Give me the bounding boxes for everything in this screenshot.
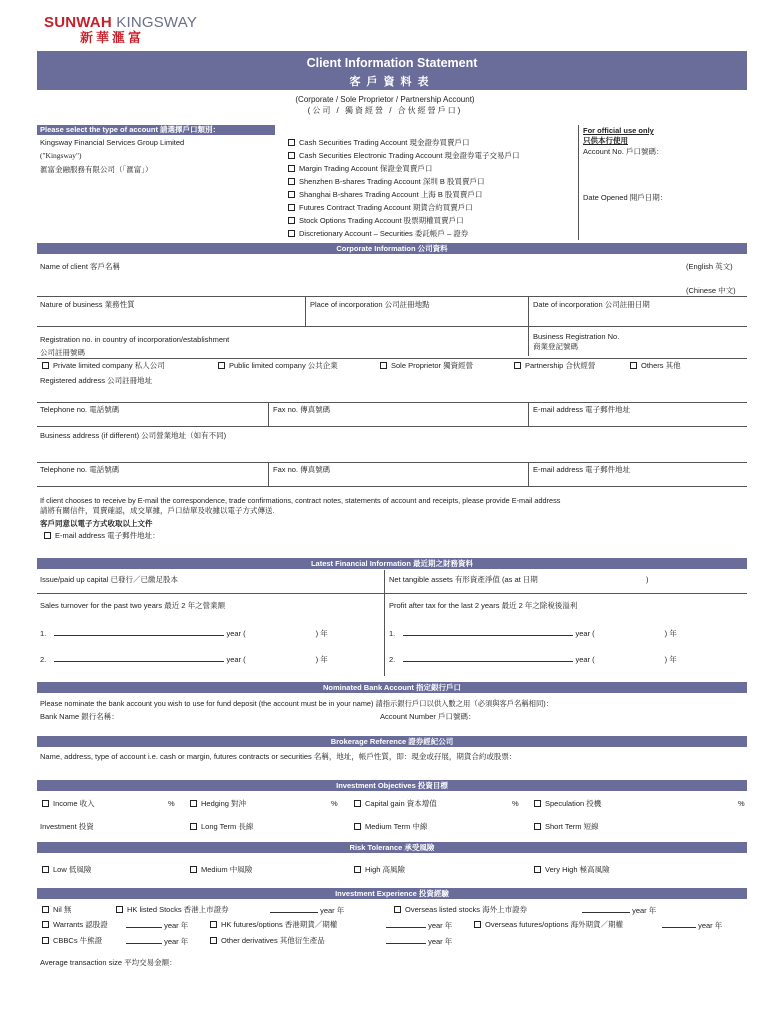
term-short[interactable]: Short Term 短線 <box>534 823 599 831</box>
blank-line[interactable] <box>386 937 426 944</box>
checkbox[interactable] <box>288 139 295 146</box>
checkbox[interactable] <box>394 906 401 913</box>
checkbox[interactable] <box>210 921 217 928</box>
email-label: E-mail address 電子郵件地址 <box>533 465 631 474</box>
risk-medium[interactable]: Medium 中風險 <box>190 866 252 874</box>
divider <box>578 125 579 240</box>
checkbox[interactable] <box>210 937 217 944</box>
checkbox[interactable] <box>116 906 123 913</box>
br-label: Business Registration No. <box>533 332 620 341</box>
official-title: For official use only <box>583 126 654 135</box>
checkbox[interactable] <box>288 178 295 185</box>
checkbox[interactable] <box>288 152 295 159</box>
account-option[interactable]: Shanghai B-shares Trading Account 上海 B 股買賣戶口 <box>288 191 482 199</box>
turnover-label: Sales turnover for the past two years 最近 2 年之營業額 <box>40 601 226 610</box>
blank-line[interactable] <box>403 655 573 662</box>
blank-line[interactable] <box>662 921 696 928</box>
account-number-label: Account Number 戶口號碼： <box>380 712 476 721</box>
checkbox[interactable] <box>44 532 51 539</box>
account-option[interactable]: Cash Securities Electronic Trading Account 現金證券電子交易戶口 <box>288 152 520 160</box>
brokerage-text: Name, address, type of account i.e. cash or margin, futures contracts or securities 名稱，地址，帳戶性質，即：現金或孖展，期貨合約或股票： <box>40 752 517 761</box>
experience-band: Investment Experience 投資經驗 <box>37 888 747 899</box>
form-title <box>37 51 747 90</box>
exp-hk-futures[interactable]: HK futures/options 香港期貨／期權 <box>210 921 337 929</box>
percent-sign: % <box>512 799 519 808</box>
net-assets-label: Net tangible assets 有形資產淨值 (as at 日期 <box>389 575 538 584</box>
biz-address-label: Business address (if different) 公司營業地址（如有不同) <box>40 431 227 440</box>
blank-line[interactable] <box>54 629 224 636</box>
type-sole[interactable]: Sole Proprietor 獨資經營 <box>380 362 473 370</box>
avg-transaction-label: Average transaction size 平均交易金額： <box>40 958 177 967</box>
blank-line[interactable] <box>270 906 318 913</box>
exp-overseas-stocks-years: year 年 <box>582 906 656 915</box>
percent-sign: % <box>168 799 175 808</box>
checkbox[interactable] <box>42 906 49 913</box>
obj-capital-gain[interactable]: Capital gain 資本增值 <box>354 800 437 808</box>
exp-cbbcs[interactable]: CBBCs 牛熊證 <box>42 937 102 945</box>
email-note: If client chooses to receive by E-mail the correspondence, trade confirmations, contract notes, statements of account and receipts, please provide E-mail address <box>40 496 561 505</box>
title-en: Client Information Statement <box>306 56 478 70</box>
bank-note: Please nominate the bank account you wish to use for fund deposit (the account must be in your name) 請指示銀行戶口以供入數之用（必須與客戶名稱相同)： <box>40 699 553 708</box>
subtitle-zh: (公司 / 獨資經營 / 合伙經營戶口) <box>307 106 463 115</box>
company-name-zh: 滙富金融服務有限公司（「滙富」） <box>40 165 153 174</box>
account-option[interactable]: Stock Options Trading Account 股票期權買賣戶口 <box>288 217 464 225</box>
turnover-year-1: 1. year ( ) 年 <box>40 629 328 638</box>
exp-warrants[interactable]: Warrants 認股證 <box>42 921 108 929</box>
obj-income[interactable]: Income 收入 <box>42 800 95 808</box>
checkbox[interactable] <box>514 362 521 369</box>
term-long[interactable]: Long Term 長線 <box>190 823 253 831</box>
checkbox[interactable] <box>380 362 387 369</box>
account-option[interactable]: Margin Trading Account 保證金買賣戶口 <box>288 165 432 173</box>
checkbox[interactable] <box>218 362 225 369</box>
chinese-label: (Chinese 中文) <box>686 286 736 295</box>
checkbox[interactable] <box>42 937 49 944</box>
exp-other-deriv-years: year 年 <box>386 937 452 946</box>
account-type-header: Please select the type of account 請選擇戶口類別： <box>37 125 275 135</box>
subtitle-en: (Corporate / Sole Proprietor / Partnership Account) <box>295 95 475 104</box>
reg-no-label-zh: 公司註冊號碼 <box>40 348 85 357</box>
account-option[interactable]: Futures Contract Trading Account 期貨合約買賣戶口 <box>288 204 473 212</box>
obj-hedging[interactable]: Hedging 對沖 <box>190 800 246 808</box>
exp-overseas-futures-years: year 年 <box>662 921 722 930</box>
risk-band: Risk Tolerance 承受風險 <box>37 842 747 853</box>
br-label-zh: 商業登記號碼 <box>533 342 578 351</box>
blank-line[interactable] <box>403 629 573 636</box>
blank-line[interactable] <box>54 655 224 662</box>
title-zh: 客戶資料表 <box>349 76 435 88</box>
email-label: E-mail address 電子郵件地址 <box>533 405 631 414</box>
company-name: Kingsway Financial Services Group Limited <box>40 138 185 147</box>
checkbox[interactable] <box>288 165 295 172</box>
place-label: Place of incorporation 公司註冊地點 <box>310 300 430 309</box>
checkbox[interactable] <box>288 230 295 237</box>
blank-line[interactable] <box>582 906 630 913</box>
exp-cbbcs-years: year 年 <box>126 937 188 946</box>
term-medium[interactable]: Medium Term 中線 <box>354 823 427 831</box>
checkbox[interactable] <box>288 217 295 224</box>
account-option[interactable]: Discretionary Account – Securities 委託帳戶 – 證券 <box>288 230 468 238</box>
checkbox[interactable] <box>190 866 197 873</box>
checkbox[interactable] <box>288 191 295 198</box>
exp-other-deriv[interactable]: Other derivatives 其他衍生產品 <box>210 937 325 945</box>
type-others[interactable]: Others 其他 <box>630 362 681 370</box>
fax-label: Fax no. 傳真號碼 <box>273 465 331 474</box>
checkbox[interactable] <box>288 204 295 211</box>
blank-line[interactable] <box>126 937 162 944</box>
blank-line[interactable] <box>386 921 426 928</box>
profit-year-2: 2. year ( ) 年 <box>389 655 677 664</box>
checkbox[interactable] <box>354 866 361 873</box>
type-partnership[interactable]: Partnership 合伙經營 <box>514 362 595 370</box>
capital-label: Issue/paid up capital 已發行／已繳足股本 <box>40 575 178 584</box>
email-consent-option[interactable]: E-mail address 電子郵件地址： <box>44 532 160 540</box>
exp-overseas-stocks[interactable]: Overseas listed stocks 海外上市證券 <box>394 906 527 914</box>
client-name-label: Name of client 客戶名稱 <box>40 262 121 271</box>
tel-label: Telephone no. 電話號碼 <box>40 465 120 474</box>
reg-address-label: Registered address 公司註冊地址 <box>40 376 153 385</box>
risk-high[interactable]: High 高風險 <box>354 866 405 874</box>
date-inc-label: Date of incorporation 公司註冊日期 <box>533 300 650 309</box>
checkbox[interactable] <box>190 800 197 807</box>
consent-label: 客戶同意以電子方式收取以上文件 <box>40 519 153 528</box>
checkbox[interactable] <box>534 866 541 873</box>
checkbox[interactable] <box>190 823 197 830</box>
account-no-label: Account No. 戶口號碼： <box>583 147 664 156</box>
profit-year-1: 1. year ( ) 年 <box>389 629 677 638</box>
blank-line[interactable] <box>126 921 162 928</box>
close-paren: ) <box>646 575 649 584</box>
financial-band: Latest Financial Information 最近期之財務資料 <box>37 558 747 569</box>
account-option[interactable]: Shenzhen B-shares Trading Account 深圳 B 股買賣戶口 <box>288 178 485 186</box>
turnover-year-2: 2. year ( ) 年 <box>40 655 328 664</box>
profit-label: Profit after tax for the last 2 years 最近 2 年之除稅後溢利 <box>389 601 578 610</box>
exp-hk-futures-years: year 年 <box>386 921 452 930</box>
risk-low[interactable]: Low 低風險 <box>42 866 91 874</box>
type-public[interactable]: Public limited company 公共企業 <box>218 362 338 370</box>
company-short: ("Kingsway") <box>40 151 82 160</box>
checkbox[interactable] <box>354 823 361 830</box>
email-note-zh: 請將有關信件，買賣確認，成交單據，戶口結單及收據以電子方式傳送. <box>40 506 275 515</box>
logo-chinese: 新華滙富 <box>80 30 145 45</box>
exp-warrants-years: year 年 <box>126 921 188 930</box>
account-option[interactable]: Cash Securities Trading Account 現金證券買賣戶口 <box>288 139 469 147</box>
checkbox[interactable] <box>354 800 361 807</box>
bank-name-label: Bank Name 銀行名稱： <box>40 712 119 721</box>
obj-speculation[interactable]: Speculation 投機 <box>534 800 601 808</box>
logo: SUNWAH KINGSWAY <box>44 14 198 31</box>
english-label: (English 英文) <box>686 262 733 271</box>
percent-sign: % <box>331 799 338 808</box>
exp-hk-stocks[interactable]: HK listed Stocks 香港上市證券 <box>116 906 229 914</box>
checkbox[interactable] <box>534 800 541 807</box>
percent-sign: % <box>738 799 745 808</box>
fax-label: Fax no. 傳真號碼 <box>273 405 331 414</box>
checkbox[interactable] <box>42 800 49 807</box>
checkbox[interactable] <box>42 866 49 873</box>
reg-no-label: Registration no. in country of incorporation/establishment <box>40 335 230 344</box>
checkbox[interactable] <box>534 823 541 830</box>
checkbox[interactable] <box>42 921 49 928</box>
objectives-band: Investment Objectives 投資目標 <box>37 780 747 791</box>
type-private[interactable]: Private limited company 私人公司 <box>42 362 165 370</box>
risk-very-high[interactable]: Very High 極高風險 <box>534 866 610 874</box>
checkbox[interactable] <box>42 362 49 369</box>
corporate-band: Corporate Information 公司資料 <box>37 243 747 254</box>
exp-hk-stocks-years: year 年 <box>270 906 344 915</box>
official-title-zh: 只供本行使用 <box>583 136 628 145</box>
brokerage-band: Brokerage Reference 證券經紀公司 <box>37 736 747 747</box>
tel-label: Telephone no. 電話號碼 <box>40 405 120 414</box>
exp-nil[interactable]: Nil 無 <box>42 906 71 914</box>
investment-label: Investment 投資 <box>40 822 94 831</box>
checkbox[interactable] <box>474 921 481 928</box>
checkbox[interactable] <box>630 362 637 369</box>
bank-band: Nominated Bank Account 指定銀行戶口 <box>37 682 747 693</box>
date-opened-label: Date Opened 開戶日期： <box>583 193 668 202</box>
nature-label: Nature of business 業務性質 <box>40 300 135 309</box>
exp-overseas-futures[interactable]: Overseas futures/options 海外期貨／期權 <box>474 921 623 929</box>
